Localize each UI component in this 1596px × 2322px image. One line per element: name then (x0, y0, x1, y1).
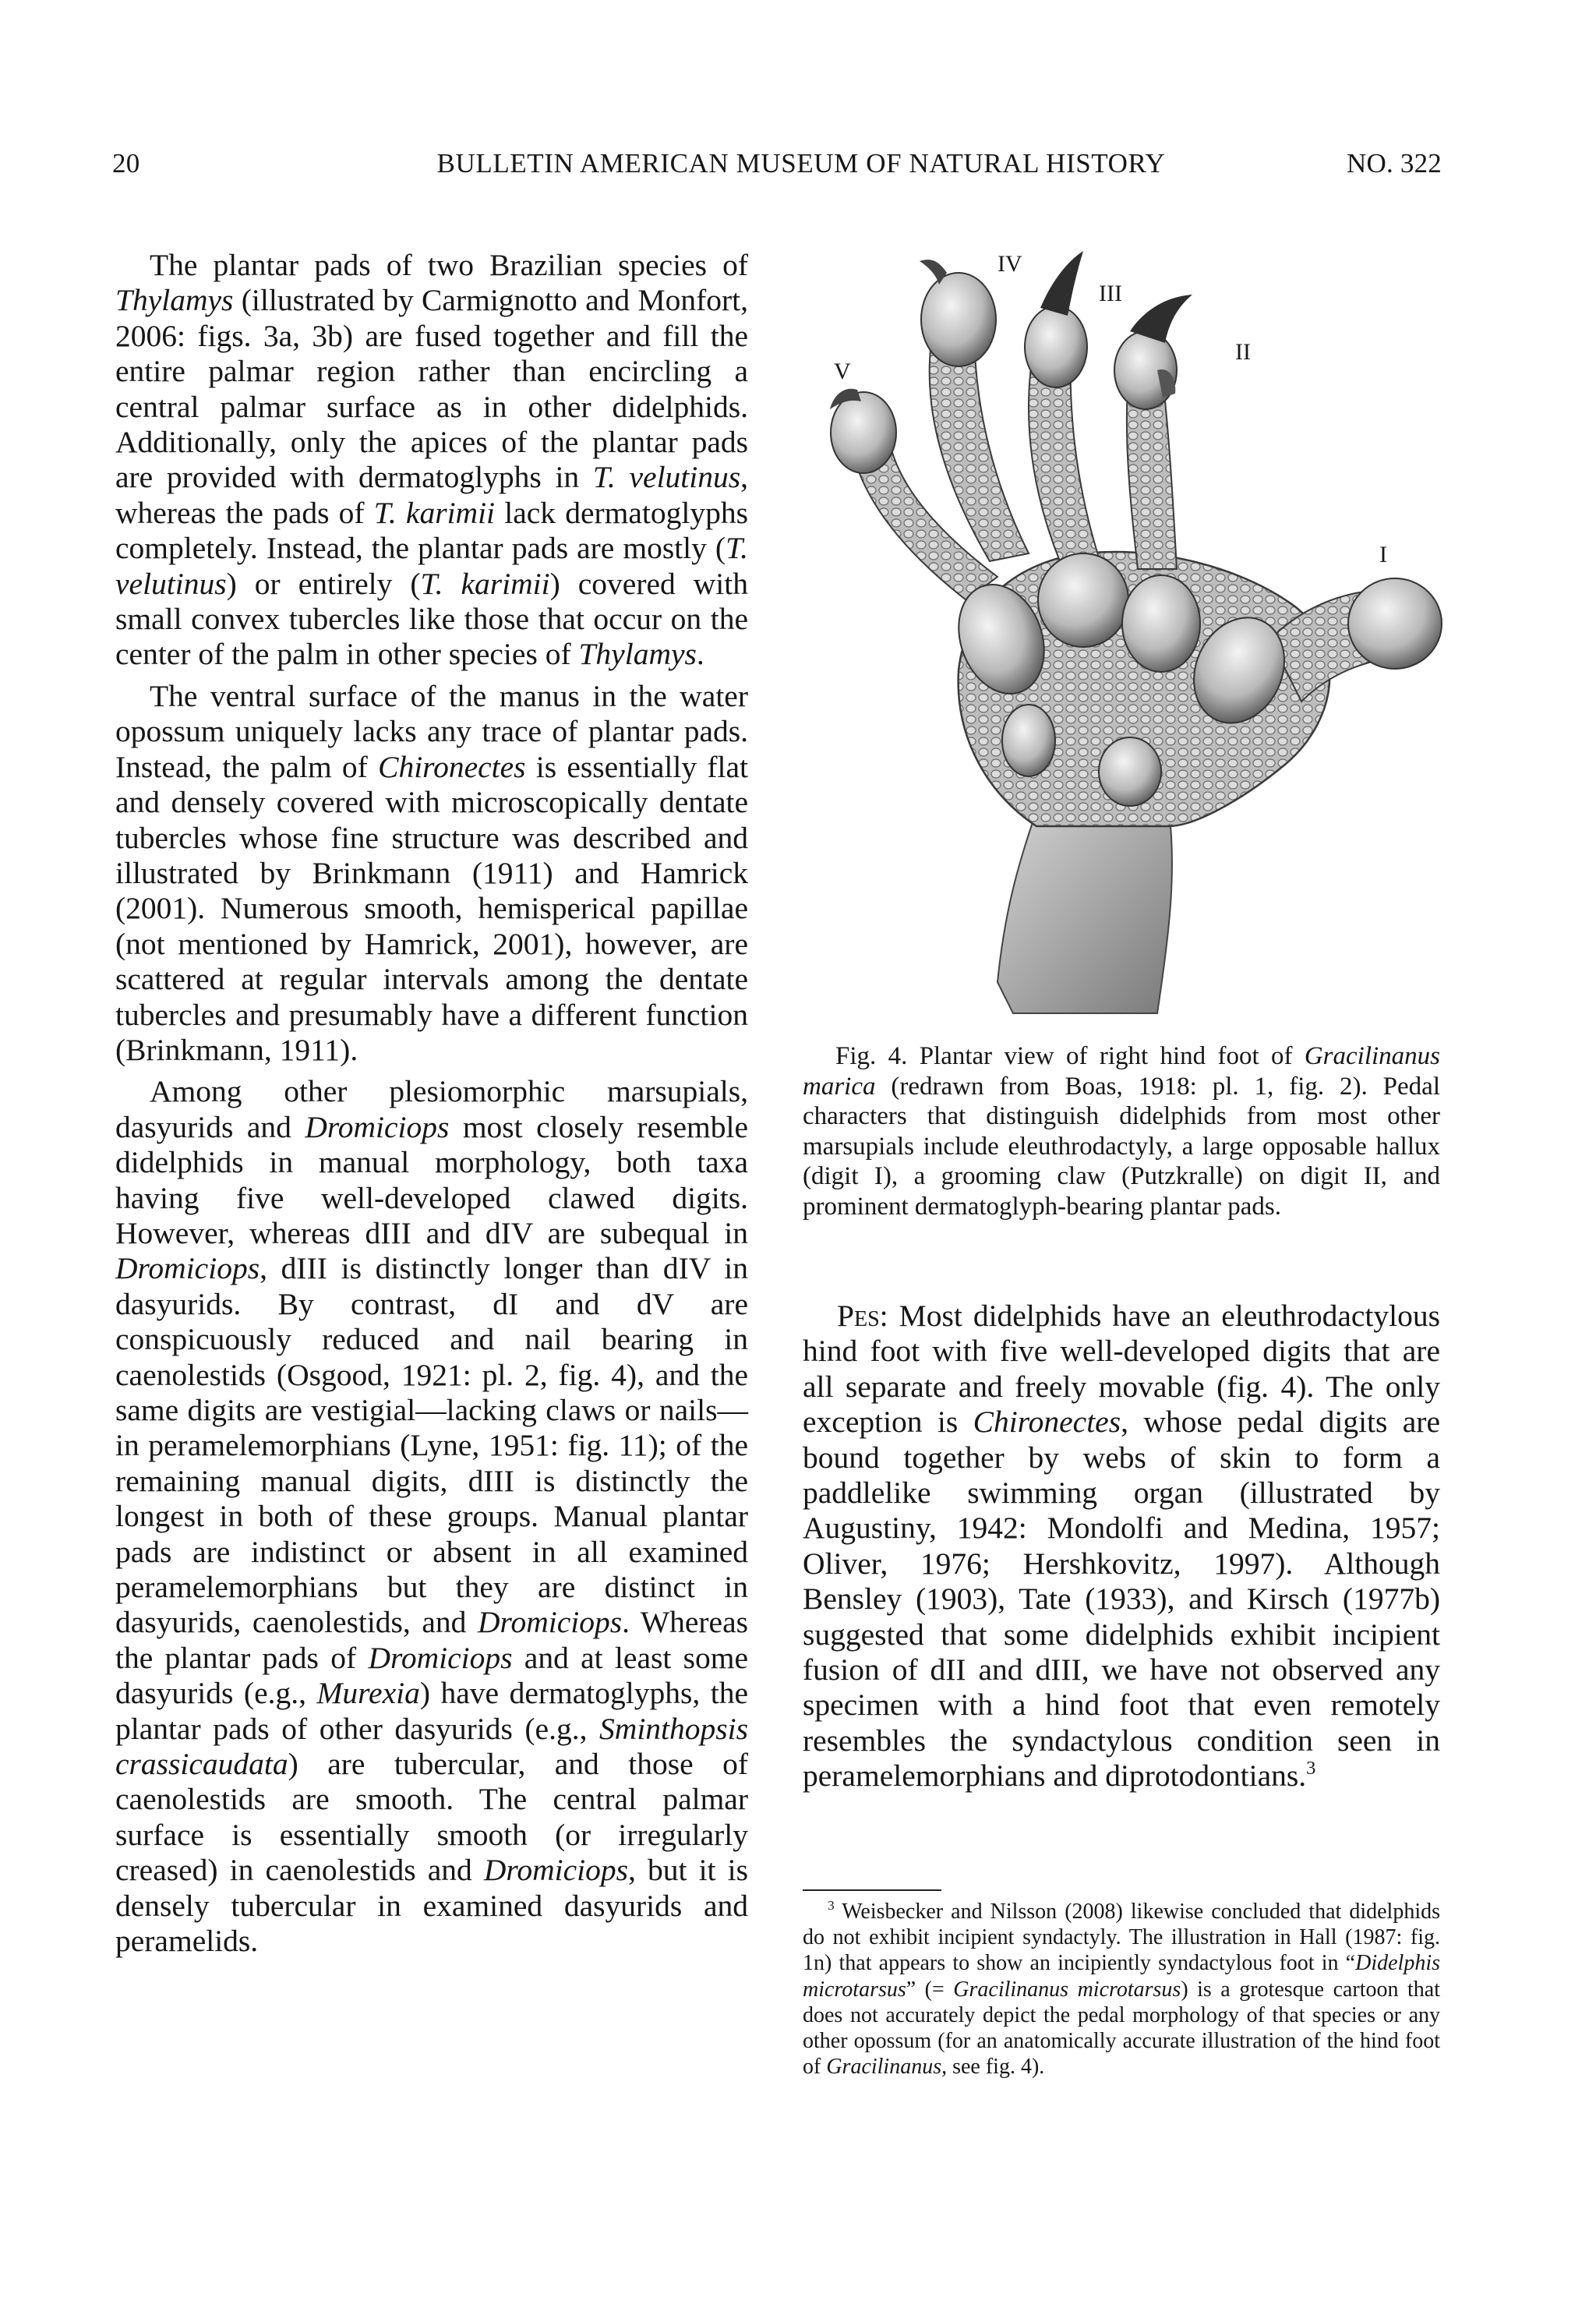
paragraph-water-opossum: The ventral surface of the manus in the water opossum uniquely lacks any trace of plantar pads. Instead, the palm of Chironectes is essentially flat and densely covered with microscopically dentate tubercles whose fine structure was described and illustrated by Brinkmann (1911) and Hamrick (2001). Numerous smooth, hemisperical papillae (not mentioned by Hamrick, 2001), however, are scattered at regular intervals among the dentate tubercles and presumably have a different function (Brinkmann, 1911). (115, 678, 748, 1067)
digit-label-iii: III (1099, 281, 1122, 306)
right-column (803, 1299, 1440, 1794)
plantar-pad-interdigital-2 (1038, 553, 1128, 647)
digit-iv-apical-pad (921, 273, 996, 366)
digit-label-i: I (1379, 542, 1387, 567)
plantar-pad-thenar (1002, 705, 1055, 776)
footnote-3: $^3$ Weisbecker and Nilsson (2008) likewise concluded that didelphids do not exhibit incipient syndactyly. The illustration in Hall (1987: fig. 1n) that appears to show an incipiently syndactylous foot in “Didelphis microtarsus” (= Gracilinanus microtarsus) is a grotesque cartoon that does not accurately depict the pedal morphology of that species or any other opossum (for an anatomically accurate illustration of the hind foot of Gracilinanus, see fig. 4). (803, 1897, 1440, 2080)
paragraph-plesiomorphic-marsupials: Among other plesiomorphic marsupials, dasyurids and Dromiciops most closely resemble didelphids in manual morphology, both taxa having five well-developed clawed digits. However, whereas dIII and dIV are subequal in Dromiciops, dIII is distinctly longer than dIV in dasyurids. By contrast, dI and dV are conspicuously reduced and nail bearing in caenolestids (Osgood, 1921: pl. 2, fig. 4), and the same digits are vestigial—lacking claws or nails—in peramelemorphians (Lyne, 1951: fig. 11); of the remaining manual digits, dIII is distinctly the longest in both of these groups. Manual plantar pads are indistinct or absent in all examined peramelemorphians but they are distinct in dasyurids, caenolestids, and Dromiciops. Whereas the plantar pads of Dromiciops and at least some dasyurids (e.g., Murexia) have dermatoglyphs, the plantar pads of other dasyurids (e.g., Sminthopsis crassicaudata) are tubercular, and those of caenolestids are smooth. The central palmar surface is essentially smooth (or irregularly creased) in caenolestids and Dromiciops, but it is densely tubercular in examined dasyurids and peramelids. (115, 1074, 748, 1959)
plantar-pad-metatarsal (1099, 737, 1161, 806)
digit-i-apical-pad (1348, 578, 1442, 669)
digit-iii-claw (1040, 251, 1083, 316)
header-issue-number: NO. 322 (1347, 148, 1442, 178)
header-journal-title: BULLETIN AMERICAN MUSEUM OF NATURAL HISTORY (436, 148, 1166, 178)
left-column (115, 248, 748, 1960)
figure-hind-foot (803, 234, 1449, 1021)
header-page-number: 20 (112, 148, 140, 178)
digit-label-iv: IV (998, 251, 1022, 277)
footnote-reference-3[interactable]: 3 (1306, 1757, 1316, 1779)
paragraph-thylamys-pads: The plantar pads of two Brazilian species of Thylamys (illustrated by Carmignotto and Monfort, 2006: figs. 3a, 3b) are fused together and fill the entire palmar region rather than encircling a central palmar surface as in other didelphids. Additionally, only the apices of the plantar pads are provided with dermatoglyphs in T. velutinus, whereas the pads of T. karimii lack dermatoglyphs completely. Instead, the plantar pads are mostly (T. velutinus) or entirely (T. karimii) covered with small convex tubercles like those that occur on the center of the palm in other species of Thylamys. (115, 248, 748, 672)
figure-caption: Fig. 4. Plantar view of right hind foot of Gracilinanus marica (redrawn from Boas, 1918: pl. 1, fig. 2). Pedal characters that distinguish didelphids from most other marsupials include eleuthrodactyly, a large opposable hallux (digit I), a grooming claw (Putzkralle) on digit II, and prominent dermatoglyph-bearing plantar pads. (803, 1042, 1440, 1221)
heel-region (998, 811, 1172, 1013)
digit-iii-apical-pad (1025, 306, 1087, 387)
digit-label-ii: II (1235, 339, 1251, 365)
footnote-rule (803, 1889, 941, 1891)
paragraph-pes: Pes: Most didelphids have an eleuthrodactylous hind foot with five well-developed digits that are all separate and freely movable (fig. 4). The only exception is Chironectes, whose pedal digits are bound together by webs of skin to form a paddlelike swimming organ (illustrated by Augustiny, 1942: Mondolfi and Medina, 1957; Oliver, 1976; Hershkovitz, 1997). Although Bensley (1903), Tate (1933), and Kirsch (1977b) suggested that some didelphids exhibit incipient fusion of dII and dIII, we have not observed any specimen with a hind foot that even remotely resembles the syndactylous condition seen in peramelemorphians and diprotodontians.$^3$ (803, 1299, 1440, 1794)
digit-v-apical-pad (831, 392, 896, 473)
section-label-pes: Pes (837, 1299, 880, 1333)
plantar-pad-interdigital-3 (1122, 575, 1200, 672)
digit-ii-apical-pad (1114, 331, 1177, 409)
digit-label-v: V (834, 359, 851, 384)
hind-foot-illustration (803, 234, 1449, 1021)
